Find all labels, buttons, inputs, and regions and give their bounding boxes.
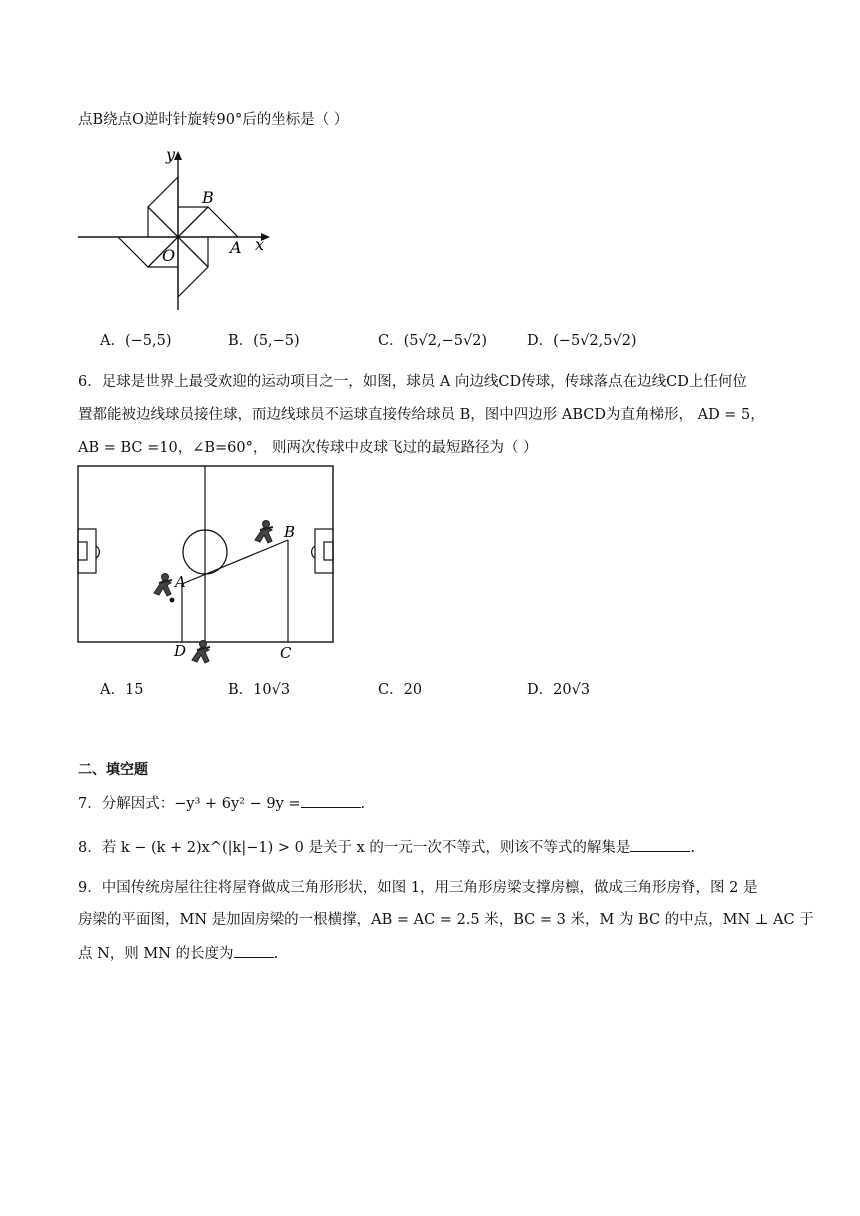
segment-ab	[182, 540, 288, 584]
q8-answer-blank[interactable]	[630, 836, 690, 852]
q6-option-b: B．10√3	[228, 682, 291, 698]
y-label: y	[166, 145, 176, 164]
q6-line-1: 6．足球是世界上最受欢迎的运动项目之一，如图，球员 A 向边线CD传球，传球落点在边线CD上任何位	[78, 374, 747, 390]
triangle-oab	[178, 207, 238, 237]
soccer-field-figure	[74, 462, 338, 674]
q6-option-c: C．20	[378, 682, 423, 698]
label-a: A	[230, 238, 242, 257]
label-b: B	[284, 523, 296, 541]
q5-option-a: A．(−5,5)	[100, 333, 172, 349]
q6-line-3: AB = BC =10，∠B=60°， 则两次传球中皮球飞过的最短路径为（ ）	[78, 440, 538, 456]
label-b: B	[202, 188, 214, 207]
left-goal-box	[78, 542, 87, 560]
q5-option-d: D．(−5√2,5√2)	[527, 333, 637, 349]
label-o: O	[162, 246, 176, 265]
player-a-icon	[154, 574, 172, 597]
q7-answer-blank[interactable]	[301, 792, 361, 808]
ball	[170, 598, 175, 603]
right-goal-box	[324, 542, 333, 560]
x-label: x	[255, 235, 265, 254]
q8: 8．若 k − (k + 2)x^(|k|−1) > 0 是关于 x 的一元一次不等式，则该不等式的解集是 .	[78, 836, 695, 858]
q5-stem: 点B绕点O逆时针旋转90°后的坐标是（ ）	[78, 112, 349, 128]
q9-answer-blank[interactable]	[234, 942, 274, 958]
triangle-lower	[178, 237, 208, 297]
q6-option-a: A．15	[100, 682, 144, 698]
q9-line-1: 9．中国传统房屋往往将屋脊做成三角形形状，如图 1，用三角形房梁支撑房檩，做成三角形房脊，图 2 是	[78, 880, 758, 896]
q9-line-2: 房梁的平面图，MN 是加固房梁的一根横撑，AB = AC = 2.5 米，BC = 3 米，M 为 BC 的中点，MN ⊥ AC 于	[78, 912, 814, 928]
rotation-figure	[74, 142, 274, 314]
q7: 7．分解因式：−y³ + 6y² − 9y = .	[78, 792, 365, 814]
q5-option-c: C．(5√2,−5√2)	[378, 333, 488, 349]
label-a: A	[175, 573, 186, 591]
player-d-icon	[192, 641, 210, 664]
q6-option-d: D．20√3	[527, 682, 591, 698]
label-d: D	[174, 642, 187, 660]
triangle-upper	[148, 177, 178, 237]
q9-line-3: 点 N，则 MN 的长度为 .	[78, 942, 278, 964]
player-b-icon	[255, 521, 273, 544]
section-title: 二、填空题	[78, 762, 148, 778]
label-c: C	[280, 644, 292, 662]
y-axis-arrow	[174, 151, 182, 160]
q6-line-2: 置都能被边线球员接住球，而边线球员不运球直接传给球员 B，图中四边形 ABCD为直角梯形， AD = 5，	[78, 407, 765, 423]
q5-option-b: B．(5,−5)	[228, 333, 300, 349]
